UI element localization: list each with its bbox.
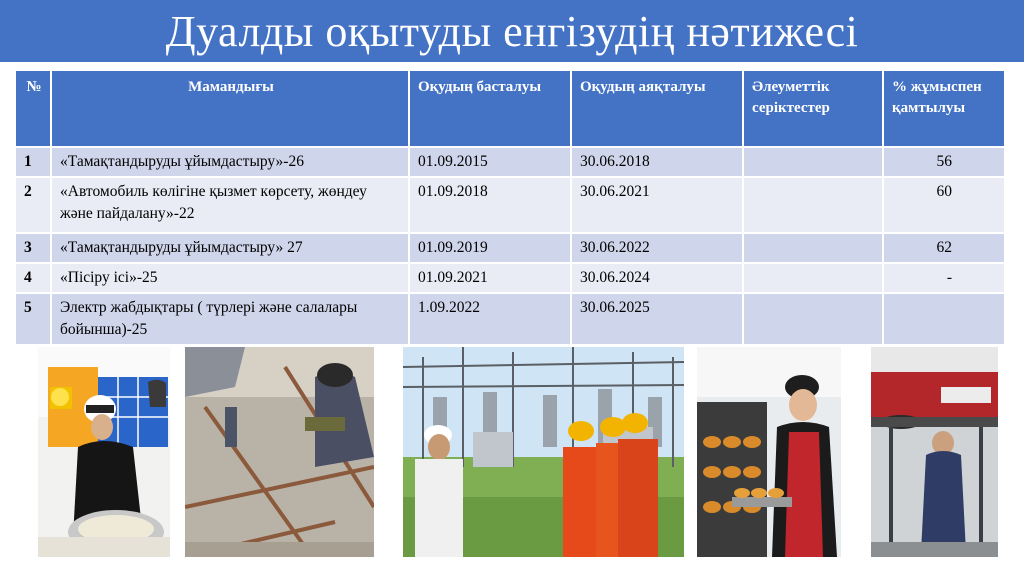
header-employment: % жұмыспен қамтылуы (883, 70, 1005, 147)
table-row (15, 263, 1005, 293)
photo-cook-kneading-dough (38, 347, 170, 557)
photo-mechanic-under-car (871, 347, 998, 557)
header-start-date: Оқудың басталуы (409, 70, 571, 147)
row-partners (743, 177, 883, 233)
row-number: 3 (15, 233, 51, 263)
row-start-date: 01.09.2015 (409, 147, 571, 177)
row-employment: 60 (883, 177, 1005, 233)
results-table (14, 69, 1006, 346)
header-number: № (15, 70, 51, 147)
row-end-date: 30.06.2024 (571, 263, 743, 293)
row-employment: 56 (883, 147, 1005, 177)
row-end-date: 30.06.2021 (571, 177, 743, 233)
row-employment: 62 (883, 233, 1005, 263)
slide-title: Дуалды оқытуды енгізудің нәтижесі (165, 6, 859, 56)
row-start-date: 01.09.2019 (409, 233, 571, 263)
row-employment (883, 293, 1005, 345)
results-table-container (14, 69, 1004, 346)
header-partners: Әлеуметтік серіктестер (743, 70, 883, 147)
row-number: 5 (15, 293, 51, 345)
photo-students-welding (185, 347, 374, 557)
header-specialty: Мамандығы (51, 70, 409, 147)
row-end-date: 30.06.2025 (571, 293, 743, 345)
row-start-date: 01.09.2018 (409, 177, 571, 233)
photo-baker-pastry-tray (697, 347, 841, 557)
row-partners (743, 233, 883, 263)
title-bar (0, 0, 1024, 62)
table-row (15, 233, 1005, 263)
row-end-date: 30.06.2022 (571, 233, 743, 263)
row-employment: - (883, 263, 1005, 293)
row-start-date: 1.09.2022 (409, 293, 571, 345)
row-specialty: «Пісіру ісі»-25 (51, 263, 409, 293)
row-partners (743, 263, 883, 293)
row-end-date: 30.06.2018 (571, 147, 743, 177)
row-specialty: «Тамақтандыруды ұйымдастыру» 27 (51, 233, 409, 263)
table-row (15, 147, 1005, 177)
row-number: 1 (15, 147, 51, 177)
row-specialty: «Автомобиль көлігіне қызмет көрсету, жөндеу және пайдалану»-22 (51, 177, 409, 233)
header-end-date: Оқудың аяқталуы (571, 70, 743, 147)
table-header-row (15, 70, 1005, 147)
photo-electricians-substation (403, 347, 684, 557)
row-number: 4 (15, 263, 51, 293)
table-row (15, 177, 1005, 233)
row-number: 2 (15, 177, 51, 233)
row-partners (743, 147, 883, 177)
row-specialty: Электр жабдықтары ( түрлері және салалары бойынша)-25 (51, 293, 409, 345)
row-start-date: 01.09.2021 (409, 263, 571, 293)
table-row (15, 293, 1005, 345)
row-partners (743, 293, 883, 345)
row-specialty: «Тамақтандыруды ұйымдастыру»-26 (51, 147, 409, 177)
